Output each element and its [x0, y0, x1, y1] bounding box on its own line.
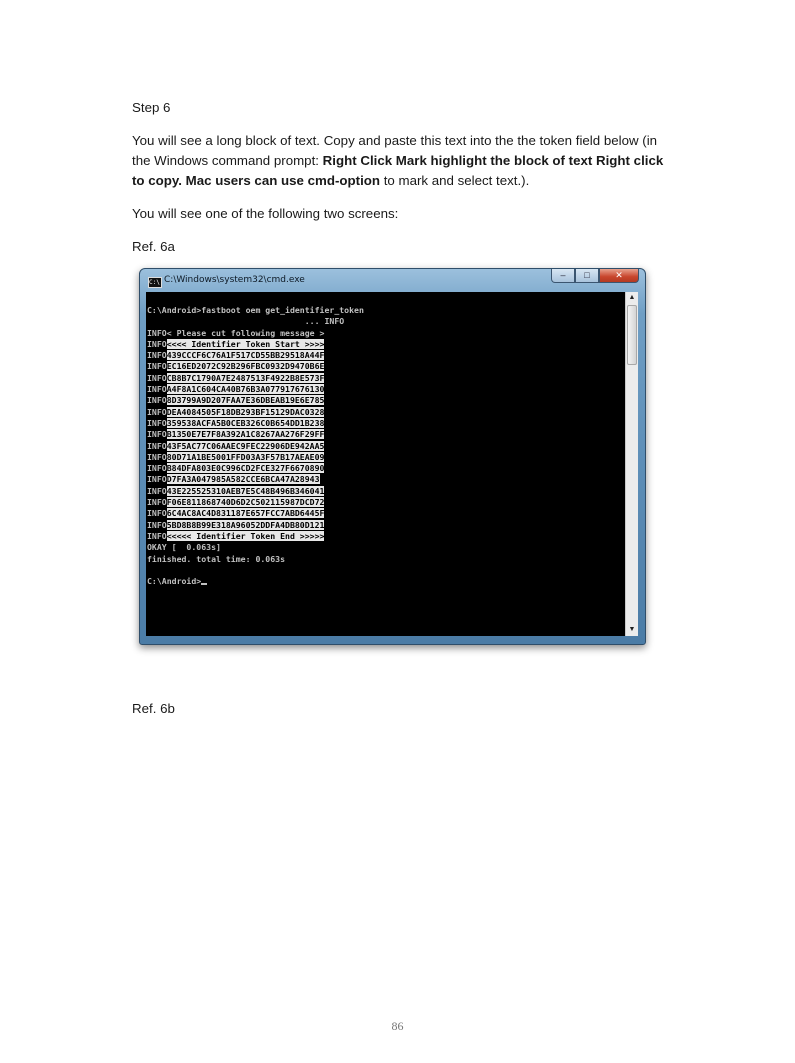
scroll-thumb[interactable]	[627, 305, 637, 365]
console-line	[147, 542, 617, 553]
selected-token-text: <<<<< Identifier Token End >>>>>	[166, 530, 325, 541]
vertical-scrollbar[interactable]	[625, 292, 638, 636]
selected-token-text: 80D71A1BE5001FFD03A3F57B17AEAE09	[166, 451, 325, 462]
instruction-text-a: You will see a long block of text. Copy and paste this text into the the token field below (in the Windows command prompt:	[132, 133, 658, 168]
selected-token-text: B84DFA803E0C996CD2FCE327F6670890	[166, 463, 325, 474]
selected-token-text: 359538ACFA5B0CEB326C0B654DD1B238	[166, 417, 325, 428]
console-line-text: INFO	[147, 372, 167, 383]
console-line-text: INFO	[147, 508, 167, 519]
console-line	[147, 554, 617, 565]
console-line-text: INFO	[147, 451, 167, 462]
console-line-text: INFO	[147, 463, 167, 474]
console-line-text: INFO	[147, 530, 167, 541]
cursor-icon	[201, 583, 207, 585]
console-line-text: INFO	[147, 474, 167, 485]
console-line-text: INFO	[147, 519, 167, 530]
console-line	[147, 531, 617, 542]
console-line	[147, 452, 617, 463]
console-line-text: INFO	[147, 350, 167, 361]
console-line-text: INFO	[147, 417, 167, 428]
selected-token-text: A4F8A1C604CA40B76B3A077917676130	[166, 384, 325, 395]
console-line	[147, 316, 617, 327]
instruction-text-bold: Right Click Mark highlight the block of text Right click to copy. Mac users can use cmd-option	[132, 153, 664, 188]
window-controls	[551, 269, 639, 284]
page-number: 86	[391, 1019, 404, 1033]
console-line	[147, 497, 617, 508]
console-line-text: INFO	[147, 384, 167, 395]
console-line	[147, 576, 617, 587]
console-line-text: OKAY [ 0.063s]	[147, 542, 221, 553]
console-line	[147, 373, 617, 384]
selected-token-text: 8D3799A9D207FAA7E36DBEAB19E6E785	[166, 395, 325, 406]
selected-token-text: 43F5AC77C06AAEC9FEC22906DE942AA5	[166, 440, 325, 451]
console-line	[147, 463, 617, 474]
console-line	[147, 361, 617, 372]
console-line	[147, 328, 617, 339]
console-line-text: INFO	[147, 406, 167, 417]
selected-token-text: 6C4AC8AC4D831187E657FCC7ABD6445F	[166, 508, 325, 519]
console-line-text: INFO< Please cut following message >	[147, 327, 325, 338]
selected-token-text: B1350E7E7F8A392A1C8267AA276F29FF	[166, 429, 325, 440]
selected-token-text: 43E225525310AEB7E5C48B496B346041	[166, 485, 325, 496]
console-line-text: INFO	[147, 485, 167, 496]
window-titlebar	[140, 269, 645, 293]
close-button[interactable]: ✕	[599, 269, 639, 283]
instruction-text-b: to mark and select text.).	[380, 173, 530, 188]
scroll-up-icon[interactable]: ▲	[628, 294, 636, 301]
console-line	[147, 474, 617, 485]
ref-6a-label: Ref. 6a	[132, 239, 175, 254]
console-line-text: INFO	[147, 361, 167, 372]
screens-intro: You will see one of the following two screens:	[132, 206, 399, 221]
console-line	[147, 486, 617, 497]
selected-token-text: CB8B7C1790A7E2487513F4922B8E573F	[166, 372, 325, 383]
console-line	[147, 520, 617, 531]
window-title: C:\Windows\system32\cmd.exe	[164, 275, 305, 285]
console-output[interactable]	[146, 292, 625, 636]
console-line	[147, 395, 617, 406]
console-line-text: INFO	[147, 395, 167, 406]
console-line	[147, 508, 617, 519]
selected-token-text: EC16ED2072C92B296FBC0932D9470B6E	[166, 361, 325, 372]
selected-token-text: DEA4084505F18DB293BF15129DAC0328	[166, 406, 325, 417]
selected-token-text: D7FA3A047985A582CCE6BCA47A28943	[166, 474, 320, 485]
cmd-window-screenshot	[139, 268, 646, 645]
selected-token-text: F06E811868740D6D2C502115987DCD72	[166, 497, 325, 508]
console-line	[147, 305, 617, 316]
selected-token-text: 5BD8B8B99E318A96052DDFA4DB80D121	[166, 519, 325, 530]
scroll-down-icon[interactable]: ▼	[628, 626, 636, 633]
selected-token-text: 439CCCF6C76A1F517CD55BB29518A44F	[166, 350, 325, 361]
console-line-text: C:\Android>	[147, 576, 202, 587]
console-line	[147, 407, 617, 418]
terminal-text	[147, 305, 617, 587]
console-line-text: finished. total time: 0.063s	[147, 553, 286, 564]
console-line-text: ... INFO	[147, 316, 345, 327]
cmd-icon: C:\	[148, 277, 162, 288]
console-line-text: C:\Android>fastboot oem get_identifier_token	[147, 305, 364, 315]
console-line	[147, 441, 617, 452]
console-line-text: INFO	[147, 497, 167, 508]
console-line	[147, 429, 617, 440]
instruction-paragraph	[132, 131, 677, 191]
console-line-text: INFO	[147, 338, 167, 349]
console-line	[147, 384, 617, 395]
console-line	[147, 565, 617, 576]
console-line-text: INFO	[147, 429, 167, 440]
ref-6b-label: Ref. 6b	[132, 701, 175, 716]
console-line	[147, 418, 617, 429]
step-heading: Step 6	[132, 100, 171, 115]
console-line	[147, 350, 617, 361]
console-line	[147, 339, 617, 350]
minimize-button[interactable]: –	[551, 269, 575, 283]
maximize-button[interactable]: □	[575, 269, 599, 283]
console-line-text: INFO	[147, 440, 167, 451]
selected-token-text: <<<< Identifier Token Start >>>>	[166, 338, 325, 349]
